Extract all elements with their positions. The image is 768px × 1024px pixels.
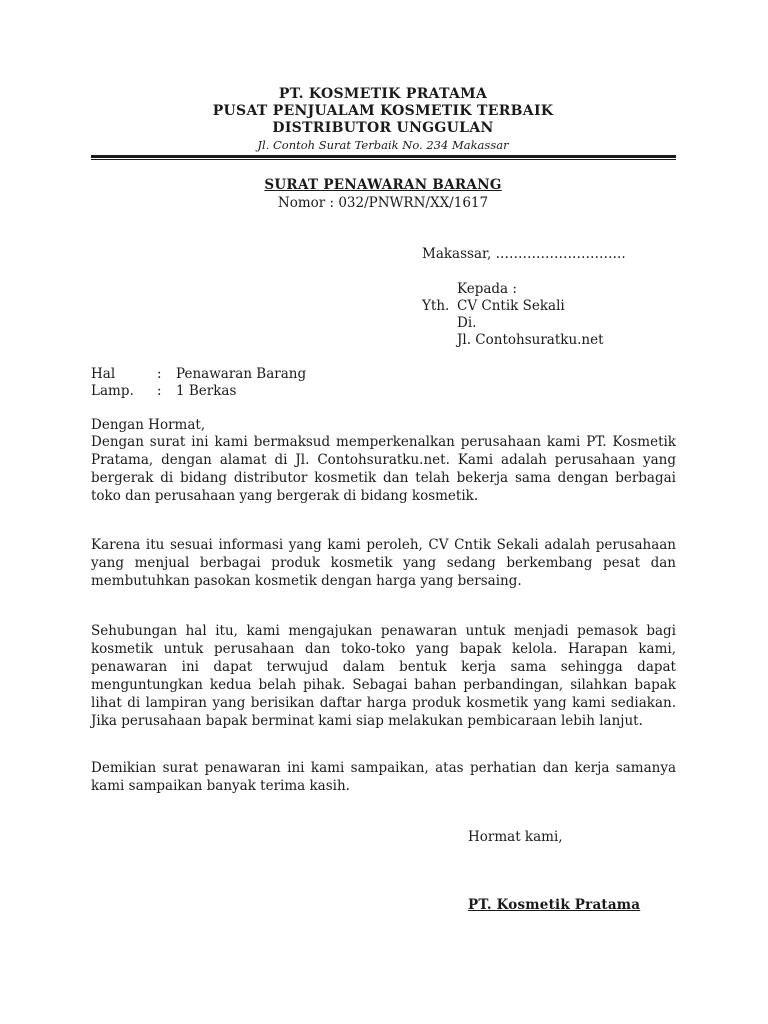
body-paragraph-1: Dengan surat ini kami bermaksud memperkenalkan perusahaan kami PT. Kosmetik Pratama, dengan alamat di Jl. Contohsuratku.net. Kami adalah perusahaan yang bergerak di bidang distributor kosmetik dan telah bekerja sama dengan berbagai toko dan perusahaan yang bergerak di bidang kosmetik. [91, 434, 676, 504]
body-paragraph-2: Karena itu sesuai informasi yang kami peroleh, CV Cntik Sekali adalah perusahaan yang menjual berbagai produk kosmetik yang sedang berkembang pesat dan membutuhkan pasokan kosmetik dengan harga yang bersaing. [91, 537, 676, 589]
recipient-name: CV Cntik Sekali [457, 298, 565, 314]
letterhead-divider [91, 155, 676, 160]
lamp-separator: : [157, 383, 162, 399]
hal-separator: : [157, 366, 162, 382]
closing-salutation: Hormat kami, [468, 829, 563, 845]
greeting: Dengan Hormat, [91, 417, 206, 433]
recipient-kepada: Kepada : [457, 281, 517, 297]
company-subtitle: DISTRIBUTOR UNGGULAN [272, 120, 494, 136]
document-number: Nomor : 032/PNWRN/XX/1617 [277, 195, 489, 211]
body-paragraph-3: Sehubungan hal itu, kami mengajukan penawaran untuk menjadi pemasok bagi kosmetik untuk perusahaan dan toko-toko yang bapak kelola. Harapan kami, penawaran ini dapat terwujud dalam bentuk kerja sama sehingga dapat menguntungkan kedua belah pihak. Sebagai bahan perbandingan, silahkan bapak lihat di lampiran yang berisikan daftar harga produk kosmetik yang kami sediakan. Jika perusahaan bapak berminat kami siap melakukan pembicaraan lebih lanjut. [91, 623, 676, 729]
hal-label: Hal [91, 366, 116, 382]
company-tagline: PUSAT PENJUALAM KOSMETIK TERBAIK [212, 103, 554, 119]
company-address: Jl. Contoh Surat Terbaik No. 234 Makassar [257, 138, 509, 152]
recipient-di: Di. [457, 315, 477, 331]
body-paragraph-4: Demikian surat penawaran ini kami sampaikan, atas perhatian dan kerja samanya kami sampaikan banyak terima kasih. [91, 760, 676, 794]
recipient-yth: Yth. [422, 298, 450, 314]
letterhead [90, 86, 676, 153]
document-title: SURAT PENAWARAN BARANG [264, 177, 502, 193]
company-name: PT. KOSMETIK PRATAMA [278, 86, 488, 102]
document-title-block [90, 176, 676, 212]
hal-value: Penawaran Barang [176, 366, 307, 382]
place-date: Makassar, ……………………….. [422, 246, 626, 262]
recipient-address: Jl. Contohsuratku.net [457, 332, 604, 348]
signatory-company: PT. Kosmetik Pratama [468, 897, 641, 913]
lamp-label: Lamp. [91, 383, 134, 399]
lamp-value: 1 Berkas [176, 383, 237, 399]
